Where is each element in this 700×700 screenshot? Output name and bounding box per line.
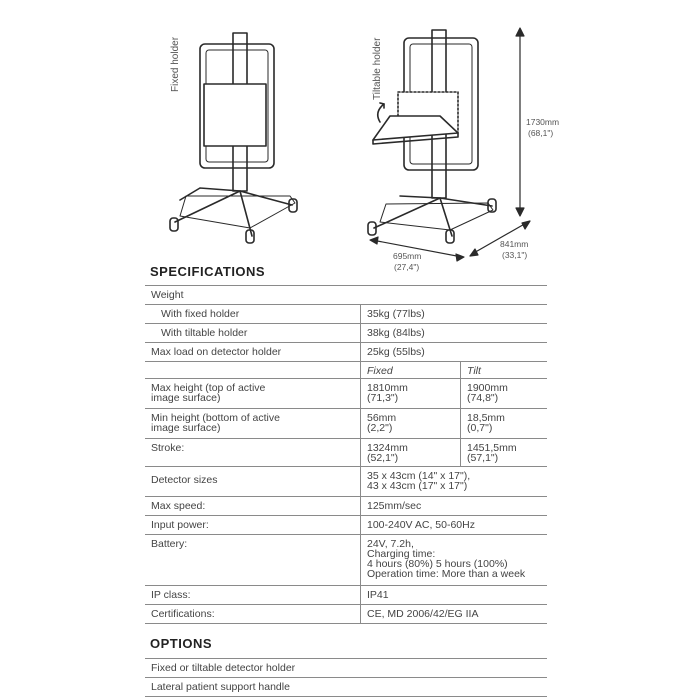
stroke-label: Stroke: (145, 439, 361, 467)
battery-line-2: Charging time: (367, 548, 436, 560)
options-heading: OPTIONS (150, 636, 213, 651)
weight-label: Weight (145, 286, 361, 305)
table-row (145, 659, 547, 678)
min-height-label-line1: Min height (bottom of active (151, 412, 280, 424)
min-height-label-line2: image surface) (151, 422, 221, 434)
width-dimension-mm: 695mm (393, 251, 422, 261)
battery-line-1: 24V, 7.2h, (367, 538, 414, 550)
options-table (145, 658, 547, 697)
depth-dimension-in: (33,1") (502, 250, 528, 260)
stroke-fixed-mm: 1324mm (367, 442, 408, 454)
table-row (145, 467, 547, 497)
table-row (145, 409, 547, 439)
tiltable-holder-label: Tiltable holder (372, 37, 383, 100)
specifications-table (145, 285, 547, 624)
table-row (145, 586, 547, 605)
column-fixed-header: Fixed (361, 362, 461, 379)
max-height-label-line1: Max height (top of active (151, 382, 266, 394)
column-tilt-header: Tilt (461, 362, 548, 379)
max-height-tilt-mm: 1900mm (467, 382, 508, 394)
stroke-fixed-in: (52,1") (367, 452, 399, 464)
detector-size-2: 43 x 43cm (17" x 17") (367, 480, 468, 492)
stroke-tilt-mm: 1451,5mm (467, 442, 517, 454)
height-dimension-in: (68,1") (528, 128, 554, 138)
battery-line-3: 4 hours (80%) 5 hours (100%) (367, 558, 508, 570)
battery-label: Battery: (145, 535, 361, 586)
table-row (145, 379, 547, 409)
detector-sizes-label: Detector sizes (145, 467, 361, 497)
table-row (145, 516, 547, 535)
table-row (145, 678, 547, 697)
fixed-holder-label: Fixed holder (170, 36, 181, 92)
table-row (145, 605, 547, 624)
max-height-label-line2: image surface) (151, 392, 221, 404)
max-load-label: Max load on detector holder (145, 343, 361, 362)
dimension-lines (370, 28, 530, 261)
fixed-holder-drawing (170, 33, 297, 243)
option-item: Lateral patient support handle (145, 678, 547, 697)
table-row (145, 305, 547, 324)
table-row (145, 286, 547, 305)
max-load-value: 25kg (55lbs) (361, 343, 548, 362)
ip-class-label: IP class: (145, 586, 361, 605)
input-power-value: 100-240V AC, 50-60Hz (361, 516, 548, 535)
input-power-label: Input power: (145, 516, 361, 535)
tiltable-holder-drawing (368, 30, 496, 243)
option-item: Fixed or tiltable detector holder (145, 659, 547, 678)
max-height-fixed-mm: 1810mm (367, 382, 408, 394)
min-height-fixed-in: (2,2") (367, 422, 393, 434)
with-fixed-label: With fixed holder (145, 305, 361, 324)
with-fixed-value: 35kg (77lbs) (361, 305, 548, 324)
detector-size-1: 35 x 43cm (14" x 17"), (367, 470, 471, 482)
max-height-tilt-in: (74,8") (467, 392, 499, 404)
ip-class-value: IP41 (361, 586, 548, 605)
with-tiltable-label: With tiltable holder (145, 324, 361, 343)
table-row (145, 535, 547, 586)
with-tiltable-value: 38kg (84lbs) (361, 324, 548, 343)
certifications-value: CE, MD 2006/42/EG IIA (361, 605, 548, 624)
certifications-label: Certifications: (145, 605, 361, 624)
table-row (145, 362, 547, 379)
max-height-fixed-in: (71,3") (367, 392, 399, 404)
height-dimension-mm: 1730mm (526, 117, 560, 127)
max-speed-value: 125mm/sec (361, 497, 548, 516)
battery-line-4: Operation time: More than a week (367, 568, 526, 580)
table-row (145, 343, 547, 362)
depth-dimension-mm: 841mm (500, 239, 529, 249)
min-height-tilt-in: (0,7") (467, 422, 493, 434)
specifications-heading: SPECIFICATIONS (150, 264, 266, 279)
table-row (145, 439, 547, 467)
min-height-tilt-mm: 18,5mm (467, 412, 505, 424)
stroke-tilt-in: (57,1") (467, 452, 499, 464)
min-height-fixed-mm: 56mm (367, 412, 397, 424)
table-row (145, 324, 547, 343)
table-row (145, 497, 547, 516)
width-dimension-in: (27,4") (394, 262, 420, 272)
max-speed-label: Max speed: (145, 497, 361, 516)
